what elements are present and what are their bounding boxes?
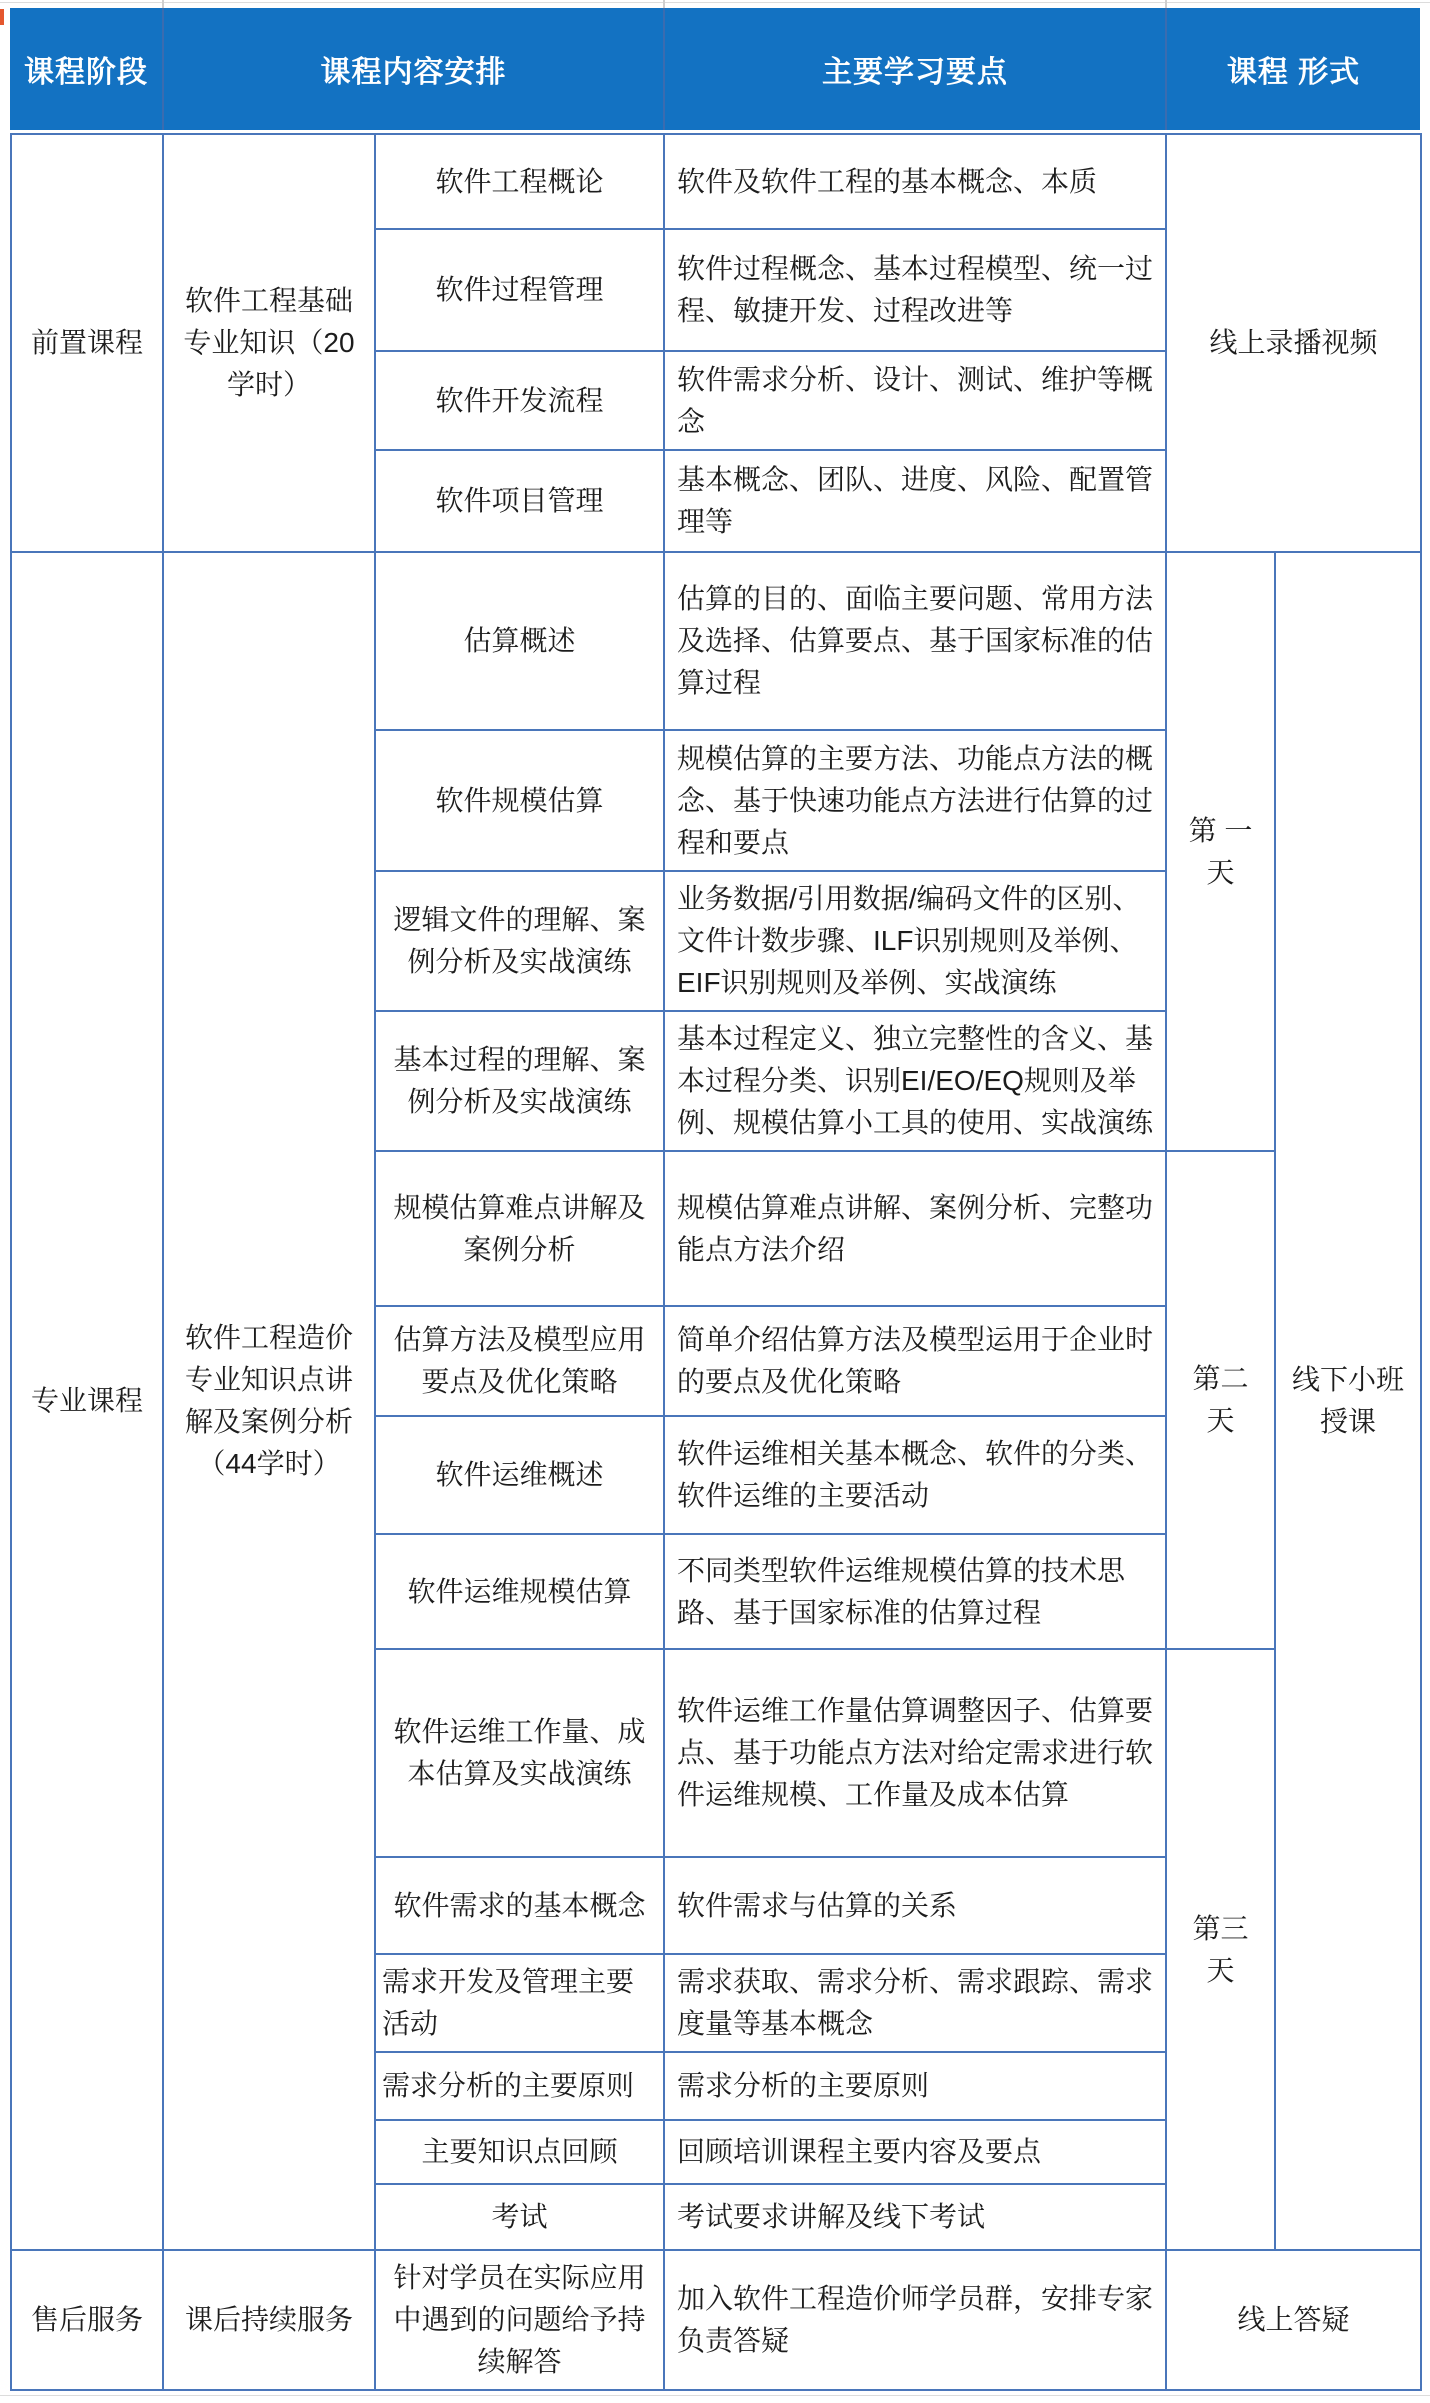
bottom-gridline — [0, 2395, 1430, 2396]
topic-cell: 需求分析的主要原则 — [375, 2052, 664, 2120]
points-cell: 基本概念、团队、进度、风险、配置管理等 — [664, 450, 1166, 552]
table-row — [11, 134, 1421, 229]
day-cell: 第二天 — [1166, 1151, 1275, 1649]
points-cell: 软件运维相关基本概念、软件的分类、软件运维的主要活动 — [664, 1416, 1166, 1534]
gridline-tick — [1165, 0, 1167, 8]
header-cell-points: 主要学习要点 — [663, 8, 1165, 130]
day-cell: 第 一天 — [1166, 552, 1275, 1151]
topic-cell: 软件运维工作量、成本估算及实战演练 — [375, 1649, 664, 1857]
format-cell: 线上答疑 — [1166, 2250, 1421, 2390]
points-cell: 软件需求分析、设计、测试、维护等概念 — [664, 351, 1166, 450]
points-cell: 软件需求与估算的关系 — [664, 1857, 1166, 1954]
points-cell: 需求分析的主要原则 — [664, 2052, 1166, 2120]
points-cell: 需求获取、需求分析、需求跟踪、需求度量等基本概念 — [664, 1954, 1166, 2052]
topic-cell: 针对学员在实际应用中遇到的问题给予持续解答 — [375, 2250, 664, 2390]
format-cell: 线下小班授课 — [1275, 552, 1421, 2250]
topic-cell: 软件工程概论 — [375, 134, 664, 229]
topic-cell: 软件需求的基本概念 — [375, 1857, 664, 1954]
table-row — [11, 552, 1421, 730]
top-gridline — [0, 2, 1430, 3]
points-cell: 业务数据/引用数据/编码文件的区别、文件计数步骤、ILF识别规则及举例、EIF识别规则及举例、实战演练 — [664, 871, 1166, 1011]
topic-cell: 估算概述 — [375, 552, 664, 730]
format-cell: 线上录播视频 — [1166, 134, 1421, 552]
topic-cell: 软件项目管理 — [375, 450, 664, 552]
topic-cell: 软件运维概述 — [375, 1416, 664, 1534]
header-cell-stage: 课程阶段 — [24, 56, 148, 89]
day-cell: 第三天 — [1166, 1649, 1275, 2250]
gridline-tick — [663, 0, 665, 8]
topic-cell: 软件开发流程 — [375, 351, 664, 450]
topic-cell: 考试 — [375, 2184, 664, 2250]
points-cell: 软件运维工作量估算调整因子、估算要点、基于功能点方法对给定需求进行软件运维规模、工作量及成本估算 — [664, 1649, 1166, 1857]
topic-cell: 基本过程的理解、案例分析及实战演练 — [375, 1011, 664, 1151]
topic-cell: 软件规模估算 — [375, 730, 664, 871]
module-cell: 课后持续服务 — [163, 2250, 375, 2390]
points-cell: 不同类型软件运维规模估算的技术思路、基于国家标准的估算过程 — [664, 1534, 1166, 1649]
course-table — [10, 133, 1422, 2391]
stage-cell: 前置课程 — [11, 134, 163, 552]
topic-cell: 逻辑文件的理解、案例分析及实战演练 — [375, 871, 664, 1011]
header-cell-format: 课程 形式 — [1165, 8, 1420, 130]
points-cell: 考试要求讲解及线下考试 — [664, 2184, 1166, 2250]
points-cell: 规模估算的主要方法、功能点方法的概念、基于快速功能点方法进行估算的过程和要点 — [664, 730, 1166, 871]
topic-cell: 规模估算难点讲解及案例分析 — [375, 1151, 664, 1306]
points-cell: 简单介绍估算方法及模型运用于企业时的要点及优化策略 — [664, 1306, 1166, 1416]
module-cell: 软件工程造价专业知识点讲解及案例分析（44学时） — [163, 552, 375, 2250]
points-cell: 软件及软件工程的基本概念、本质 — [664, 134, 1166, 229]
points-cell: 估算的目的、面临主要问题、常用方法及选择、估算要点、基于国家标准的估算过程 — [664, 552, 1166, 730]
topic-cell: 需求开发及管理主要活动 — [375, 1954, 664, 2052]
points-cell: 基本过程定义、独立完整性的含义、基本过程分类、识别EI/EO/EQ规则及举例、规模估算小工具的使用、实战演练 — [664, 1011, 1166, 1151]
topic-cell: 主要知识点回顾 — [375, 2120, 664, 2184]
points-cell: 软件过程概念、基本过程模型、统一过程、敏捷开发、过程改进等 — [664, 229, 1166, 351]
topic-cell: 软件运维规模估算 — [375, 1534, 664, 1649]
topic-cell: 软件过程管理 — [375, 229, 664, 351]
edge-artifact — [0, 9, 4, 25]
stage-cell: 售后服务 — [11, 2250, 163, 2390]
gridline-tick — [162, 0, 164, 8]
points-cell: 回顾培训课程主要内容及要点 — [664, 2120, 1166, 2184]
points-cell: 规模估算难点讲解、案例分析、完整功能点方法介绍 — [664, 1151, 1166, 1306]
topic-cell: 估算方法及模型应用要点及优化策略 — [375, 1306, 664, 1416]
table-row — [11, 2250, 1421, 2390]
points-cell: 加入软件工程造价师学员群，安排专家负责答疑 — [664, 2250, 1166, 2390]
module-cell: 软件工程基础专业知识（20学时） — [163, 134, 375, 552]
header-cell-content: 课程内容安排 — [162, 8, 663, 130]
stage-cell: 专业课程 — [11, 552, 163, 2250]
table-header-row — [10, 8, 1420, 130]
